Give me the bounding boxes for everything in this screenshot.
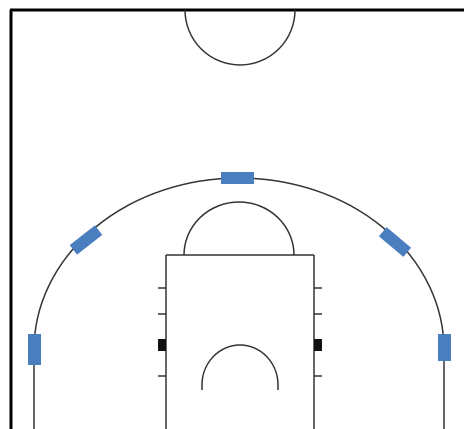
spot-marker-left-corner (28, 334, 41, 365)
spot-marker-right-corner (438, 334, 451, 361)
lane-block-mark-left (158, 339, 166, 351)
spot-marker-top (221, 172, 254, 184)
lane-block-mark-right (314, 339, 322, 351)
